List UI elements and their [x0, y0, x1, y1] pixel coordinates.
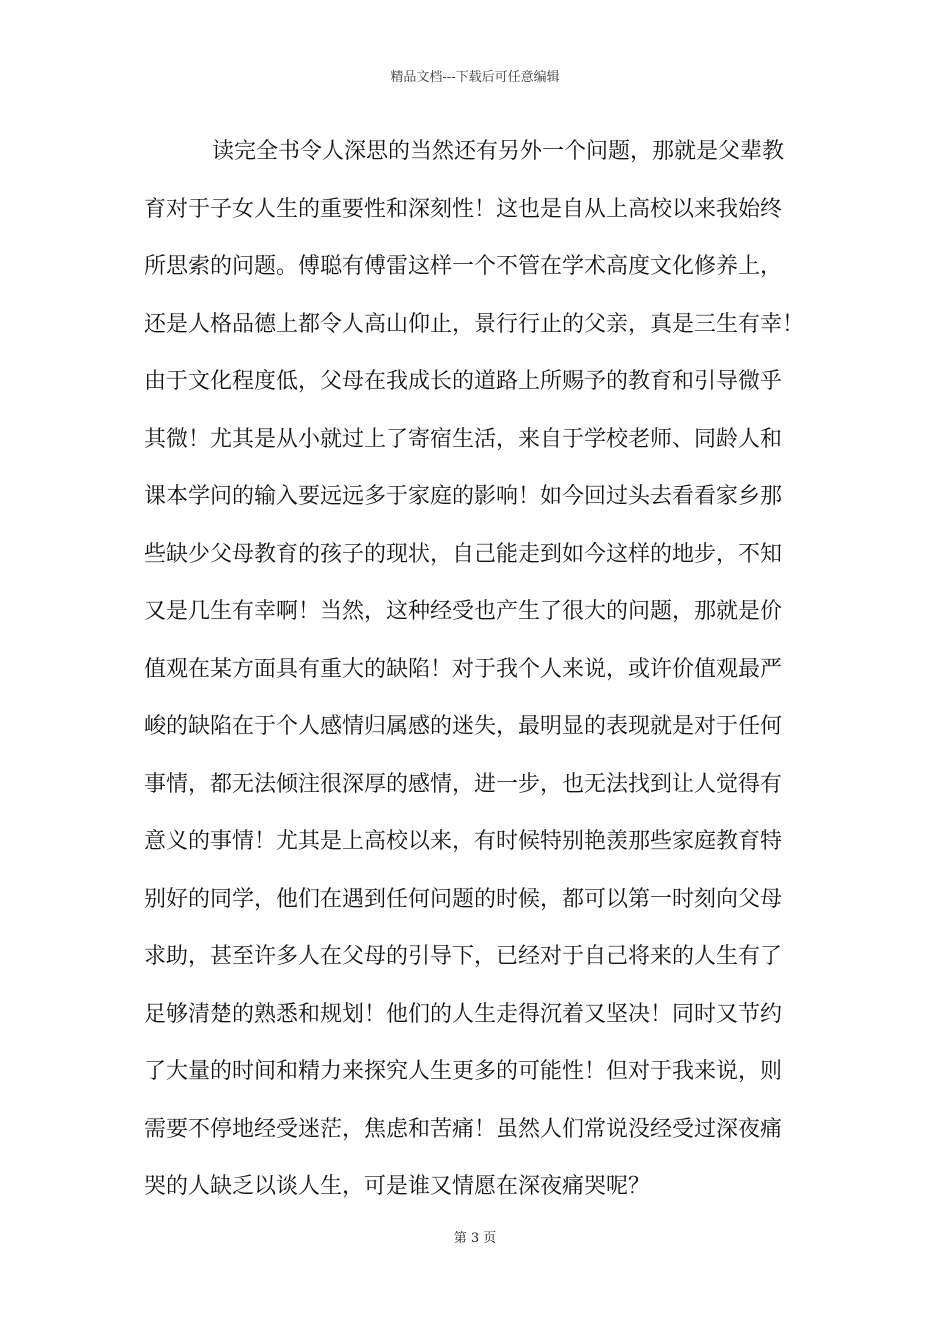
- text-line: 别好的同学，他们在遇到任何问题的时候，都可以第一时刻向父母: [144, 886, 783, 912]
- text-line: 需要不停地经受迷茫，焦虑和苦痛！虽然人们常说没经受过深夜痛: [144, 1116, 783, 1142]
- text-line: 还是人格品德上都令人高山仰止，景行行止的父亲，真是三生有幸！: [144, 311, 805, 337]
- text-line: 事情，都无法倾注很深厚的感情，进一步，也无法找到让人觉得有: [144, 771, 783, 797]
- text-line: 些缺少父母教育的孩子的现状，自己能走到如今这样的地步，不知: [144, 541, 783, 567]
- text-line: 足够清楚的熟悉和规划！他们的人生走得沉着又坚决！同时又节约: [144, 1001, 783, 1027]
- text-line: 又是几生有幸啊！当然，这种经受也产生了很大的问题，那就是价: [144, 599, 783, 624]
- page-number: 第 3 页: [453, 1231, 497, 1246]
- page-header: 精品文档---下载后可任意编辑: [390, 70, 560, 85]
- text-line: 峻的缺陷在于个人感情归属感的迷失，最明显的表现就是对于任何: [144, 714, 783, 739]
- text-line: 读完全书令人深思的当然还有另外一个问题，那就是父辈教: [212, 139, 785, 164]
- text-line: 其微！尤其是从小就过上了寄宿生活，来自于学校老师、同龄人和: [144, 426, 783, 452]
- text-line: 求助，甚至许多人在父母的引导下，已经对于自己将来的人生有了: [144, 944, 783, 969]
- text-line: 育对于子女人生的重要性和深刻性！这也是自从上高校以来我始终: [144, 196, 783, 222]
- text-line: 所思索的问题。傅聪有傅雷这样一个不管在学术高度文化修养上，: [144, 254, 783, 279]
- text-line: 哭的人缺乏以谈人生，可是谁又情愿在深夜痛哭呢？: [144, 1174, 651, 1199]
- text-line: 值观在某方面具有重大的缺陷！对于我个人来说，或许价值观最严: [144, 656, 783, 682]
- body-paragraph: [144, 129, 824, 1222]
- text-line: 了大量的时间和精力来探究人生更多的可能性！但对于我来说，则: [144, 1059, 783, 1084]
- text-line: 由于文化程度低，父母在我成长的道路上所赐予的教育和引导微乎: [144, 369, 783, 394]
- text-line: 意义的事情！尤其是上高校以来，有时候特别艳羡那些家庭教育特: [144, 829, 783, 854]
- text-line: 课本学问的输入要远远多于家庭的影响！如今回过头去看看家乡那: [144, 484, 783, 509]
